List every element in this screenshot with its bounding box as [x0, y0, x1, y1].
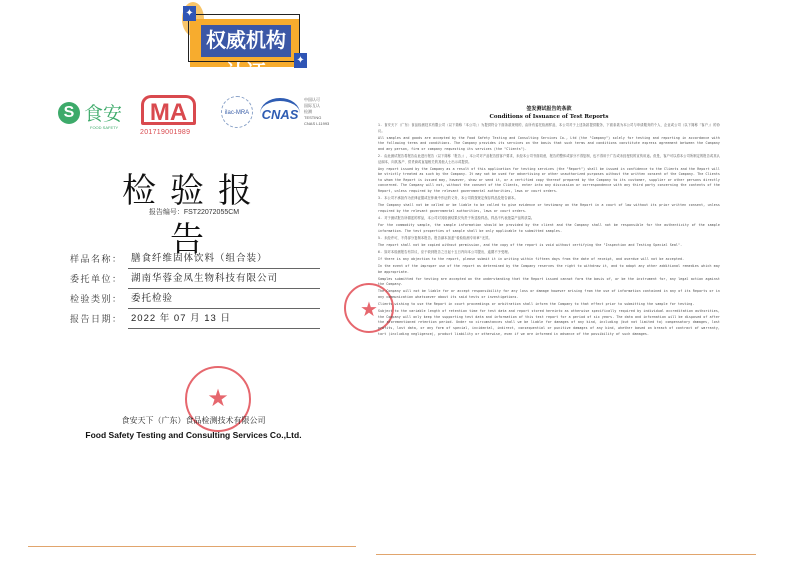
divider: [376, 554, 756, 555]
star-icon: ★: [207, 385, 229, 412]
conditions-paragraph: Clients wishing to use the Report in court proceedings or arbitration shall inform the Company to that effect prior to submitting the sample for testing.: [378, 302, 695, 307]
company-name-cn: 食安天下（广东）食品检测技术有限公司: [121, 416, 266, 425]
cnas-logo: CNAS: [260, 98, 300, 129]
banner-title: 权威机构认证: [201, 25, 291, 57]
conditions-paragraph: 1. 食安天下（广东）食品检测技术有限公司（以下简称「本公司」）为提供符合下面条款规则的，由所有委托检测样品，本公司对于上述条款提供服务，下面条款为本公司与申请服务的个人、企业或公司（以下简称「客户」）的协议。: [378, 123, 720, 133]
conditions-paragraph: In the event of the improper use of the report as determined by the Company reserves the right to withdraw it, and to adopt any other additional remedies which may be appropriate.: [378, 264, 720, 274]
conditions-paragraph: The Company shall not be called or be liable to be called to give evidence or testimony on the Report in a court of law without its prior written consent, unless required by the relevant governmental authorities, laws or court orders.: [378, 203, 720, 213]
report-title: 检验报告: [122, 171, 266, 260]
conditions-paragraph: If there is any objection to the report, please submit it in writing within fifteen days from the date of receipt, and overdue will not be accepted.: [378, 256, 685, 261]
report-number: 报告编号：FST22072055CM: [148, 209, 240, 216]
conditions-paragraph: All samples and goods are accepted by the Food Safety Testing and Consulting Services Co., Ltd (the "Company") solely for testing and reporting in accordance with the following terms and conditions. The Company provides its services on the basis that such terms and conditions constitute express agreement between the Company and any person, firm or company requesting its services (the "Clients").: [378, 135, 720, 151]
certification-logos: [58, 92, 348, 142]
cnas-side-line: 国际互认: [304, 103, 320, 108]
conditions-paragraph: The report shall not be copied without permission, and the copy of the report is void without certifying the "Inspection and Testing Special Seal".: [378, 242, 683, 247]
section-banner: [182, 2, 307, 84]
conditions-title-cn: 签发测试报告的条款: [526, 106, 572, 112]
field-label: 报告日期：: [70, 313, 123, 324]
field-value: 湖南华蓉金凤生物科技有限公司: [128, 268, 320, 289]
field-report-date: [70, 308, 320, 328]
food-safety-logo-sub: FOOD SAFETY: [90, 125, 119, 130]
conditions-paragraph: 3. 本公司不承担作为法律证据或在仲裁中作证的义务，本公司将按规定保存样品及报告副本。: [378, 196, 518, 201]
conditions-paragraph: For the commodity sample, the sample information should be provided by the client and the Company shall not be responsible for the authenticity of the sample information. The test properties of sample shall be only applicable to submitted samples.: [378, 223, 720, 233]
conditions-document: [378, 105, 720, 339]
cnas-side-text: [304, 97, 344, 127]
conditions-paragraph: Any report issued by the Company as a result of this application for testing services (the "Report") shall be issued in confidence to the Clients and the Report will be strictly treated as such by the Company. It may not be used for advertising or other unauthorized purposes without the written consent of the Company. The Clients to whom the Report is issued may, however, show or send it, or a certified copy thereof prepared by the Company to its customer, supplier or other persons directly concerned. The Company will not, without the consent of the Clients, enter into any discussion or correspondence with any third party concerning the contents of the Report, unless required by the relevant governmental authorities, laws or court orders.: [378, 166, 720, 194]
conditions-paragraph: 5. 未经许可，不得部分复制本报告。报告副本加盖"检验检测专用章"无效。: [378, 235, 492, 240]
ilac-mra-logo: ilac-MRA: [221, 96, 253, 128]
food-safety-logo-text: 食安: [84, 104, 123, 125]
conditions-paragraph: 6. 如对本检测报告有异议，应于收到报告之日起十五日内向本公司提出，逾期不予受理。: [378, 249, 512, 254]
cnas-side-line: TESTING: [304, 115, 322, 120]
field-client: [70, 268, 320, 288]
sparkle-icon: ✦: [294, 53, 307, 68]
conditions-paragraph: Subject to the variable length of retention time for test data and report stored hereinto as otherwise specifically required by individual accreditation authorities, the Company will only keep the supporting test data and information of this test report for a period of six years. The data and information will be disposed of after the aforementioned retention period. Under no circumstances shall we be liable for damages of any kind, including (but not limited to) compensatory damages, lost profits, lost data, or any form of special, incidental, indirect, consequential or punitive damages of any kind, whether based on breach of contract of warranty, tort (including negligence), product liability or otherwise, even if we are informed in advance of the possibility of such damages.: [378, 309, 720, 336]
food-safety-logo-icon: S: [58, 102, 80, 124]
field-label: 委托单位：: [70, 273, 123, 284]
field-label: 检验类别：: [70, 293, 123, 304]
cnas-side-line: 检测: [304, 109, 312, 114]
field-value: 2022 年 07 月 13 日: [128, 308, 320, 329]
field-value: 委托检验: [128, 288, 320, 309]
conditions-paragraph: Samples submitted for testing are accepted on the understanding that the Report issued cannot form the basis of, or be the instrument for, any legal action against the Company.: [378, 276, 720, 287]
field-sample-name: [70, 248, 320, 268]
conditions-paragraph: 2. 由此测试报告将报告由此进行报告（以下简称「报告」），本公司对产品报告按客户要求，未经本公司书面同意，报告的整体或部分不得复制，也不得用于广告或未经授权的宣传用途。但是，客户可以将本公司所制定的报告或其认证副本，向其客户、供货商或直接相关的其他人士出示或提供。: [378, 153, 720, 164]
report-fields: [70, 248, 320, 328]
company-name-en: Food Safety Testing and Consulting Services Co.,Ltd.: [85, 430, 302, 440]
conditions-paragraph: 4. 对于测试报告所描述的样品，本公司对其检测结果仅负责于所送检样品，样品不代表批量产品的质量。: [378, 215, 535, 220]
divider: [28, 546, 356, 547]
conditions-title-en: Conditions of Issuance of Test Reports: [489, 114, 609, 120]
cnas-side-line: 中国认可: [304, 97, 320, 102]
field-value: 膳食纤维固体饮料（组合装）: [128, 248, 320, 269]
field-inspection-type: [70, 288, 320, 308]
field-label: 样品名称：: [70, 253, 123, 264]
cnas-side-line: CNAS L11993: [304, 121, 330, 126]
star-icon: ★: [360, 299, 378, 321]
sparkle-icon: ✦: [183, 6, 196, 21]
cma-logo: MA: [141, 95, 196, 125]
conditions-paragraph: The Company will not be liable for or accept responsibility for any loss or damage however arising from the use of information contained in any of its Reports or in any communication whatsoever about its said tests or investigations.: [378, 289, 720, 300]
cma-number: 201719001989: [140, 129, 191, 136]
